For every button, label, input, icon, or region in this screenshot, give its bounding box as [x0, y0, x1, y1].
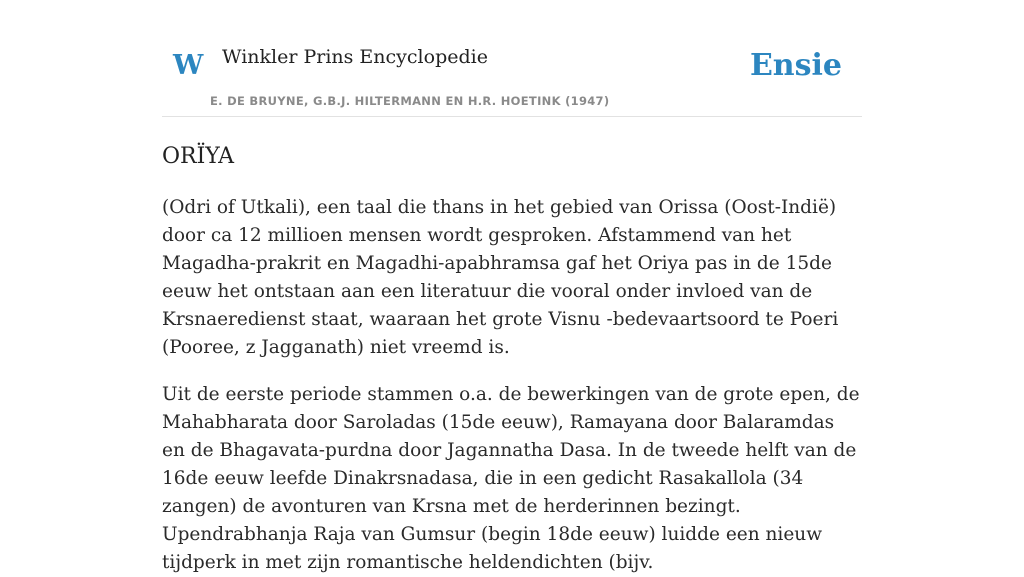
source-logo-icon[interactable]: W	[173, 50, 204, 81]
article-title: ORÏYA	[162, 144, 234, 169]
page	[162, 0, 862, 577]
source-authors: E. DE BRUYNE, G.B.J. HILTERMANN EN H.R. HOETINK (1947)	[210, 94, 610, 108]
brand-logo[interactable]: Ensie	[749, 48, 842, 83]
source-title[interactable]: Winkler Prins Encyclopedie	[222, 46, 488, 68]
article-paragraph: Uit de eerste periode stammen o.a. de bewerkingen van de grote epen, de Mahabharata door Saroladas (15de eeuw), Ramayana door Balaramdas en de Bhagavata-purdna door Jagannatha Dasa. In de tweede helft van de 16de eeuw leefde Dinakrsnadasa, die in een gedicht Rasakallola (34 zangen) de avonturen van Krsna met de herderinnen bezingt. Upendrabhanja Raja van Gumsur (begin 18de eeuw) luidde een nieuw tijdperk in met zijn romantische heldendichten (bijv.	[162, 384, 860, 574]
source-header	[162, 0, 862, 117]
article-paragraph: (Odri of Utkali), een taal die thans in het gebied van Orissa (Oost-Indië) door ca 12 millioen mensen wordt gesproken. Afstammend van het Magadha-prakrit en Magadhi-apabhramsa gaf het Oriya pas in de 15de eeuw het ontstaan aan een literatuur die vooral onder invloed van de Krsnaeredienst staat, waaraan het grote Visnu -bedevaartsoord te Poeri (Pooree, z Jagganath) niet vreemd is.	[162, 197, 839, 359]
